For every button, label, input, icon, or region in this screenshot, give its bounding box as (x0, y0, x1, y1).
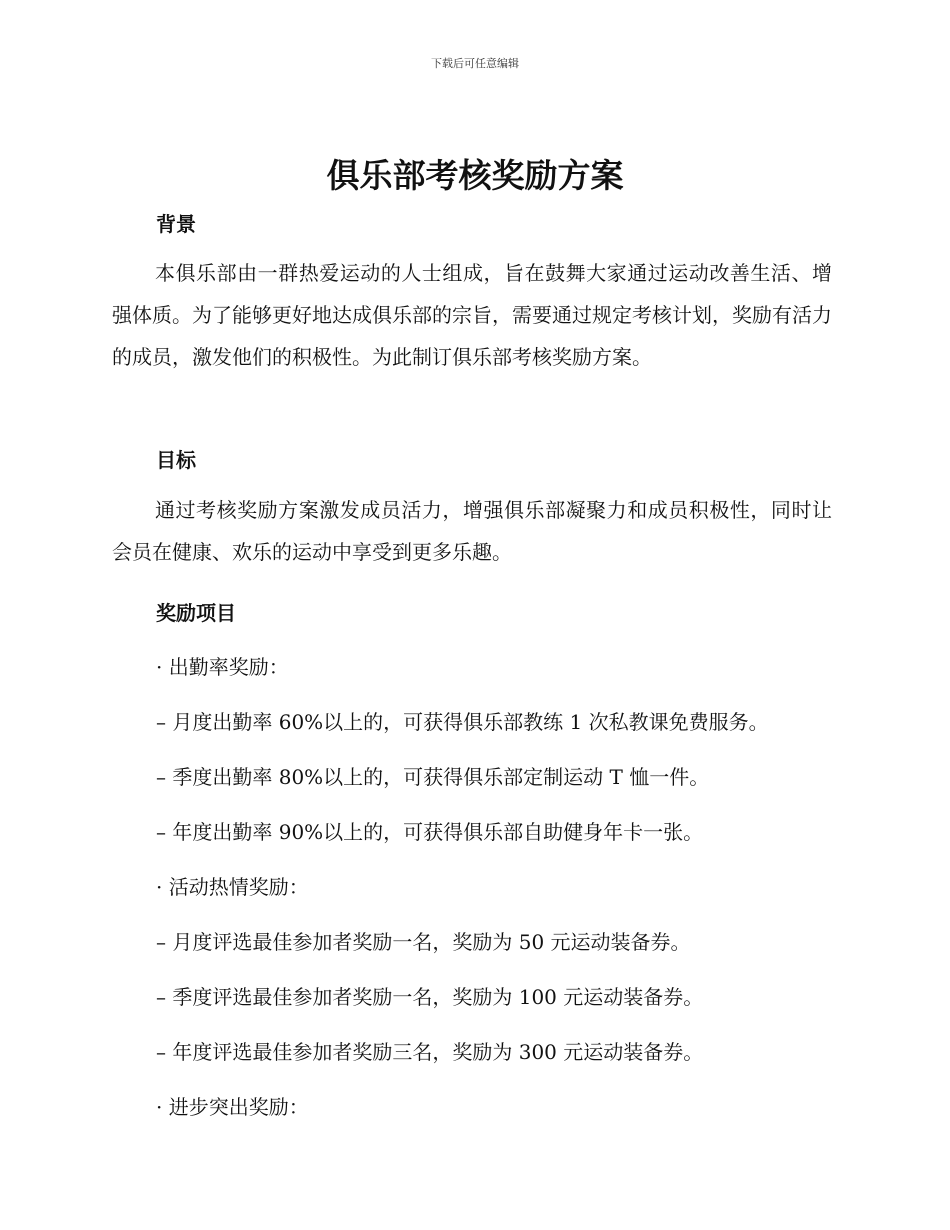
section-heading-rewards: 奖励项目 (156, 601, 236, 625)
reward-category-attendance: · 出勤率奖励： (156, 655, 289, 679)
reward-category-enthusiasm: · 活动热情奖励： (156, 875, 309, 899)
background-paragraph: 本俱乐部由一群热爱运动的人士组成，旨在鼓舞大家通过运动改善生活、增强体质。为了能够更好地达成俱乐部的宗旨，需要通过规定考核计划，奖励有活力的成员，激发他们的积极性。为此制订俱乐部考核奖励方案。 (112, 261, 832, 369)
page-header-note: 下载后可任意编辑 (431, 57, 519, 70)
document-title: 俱乐部考核奖励方案 (326, 156, 624, 195)
section-heading-background: 背景 (156, 212, 196, 236)
reward-category-progress: · 进步突出奖励： (156, 1095, 309, 1119)
attendance-item: – 年度出勤率 90%以上的，可获得俱乐部自助健身年卡一张。 (156, 820, 704, 844)
enthusiasm-item: – 月度评选最佳参加者奖励一名，奖励为 50 元运动装备券。 (156, 930, 691, 954)
attendance-item: – 月度出勤率 60%以上的，可获得俱乐部教练 1 次私教课免费服务。 (156, 710, 769, 734)
goal-paragraph: 通过考核奖励方案激发成员活力，增强俱乐部凝聚力和成员积极性，同时让会员在健康、欢乐的运动中享受到更多乐趣。 (112, 498, 832, 564)
enthusiasm-item: – 年度评选最佳参加者奖励三名，奖励为 300 元运动装备券。 (156, 1040, 704, 1064)
attendance-item: – 季度出勤率 80%以上的，可获得俱乐部定制运动 T 恤一件。 (156, 765, 710, 789)
enthusiasm-item: – 季度评选最佳参加者奖励一名，奖励为 100 元运动装备券。 (156, 985, 704, 1009)
section-heading-goal: 目标 (156, 448, 196, 472)
